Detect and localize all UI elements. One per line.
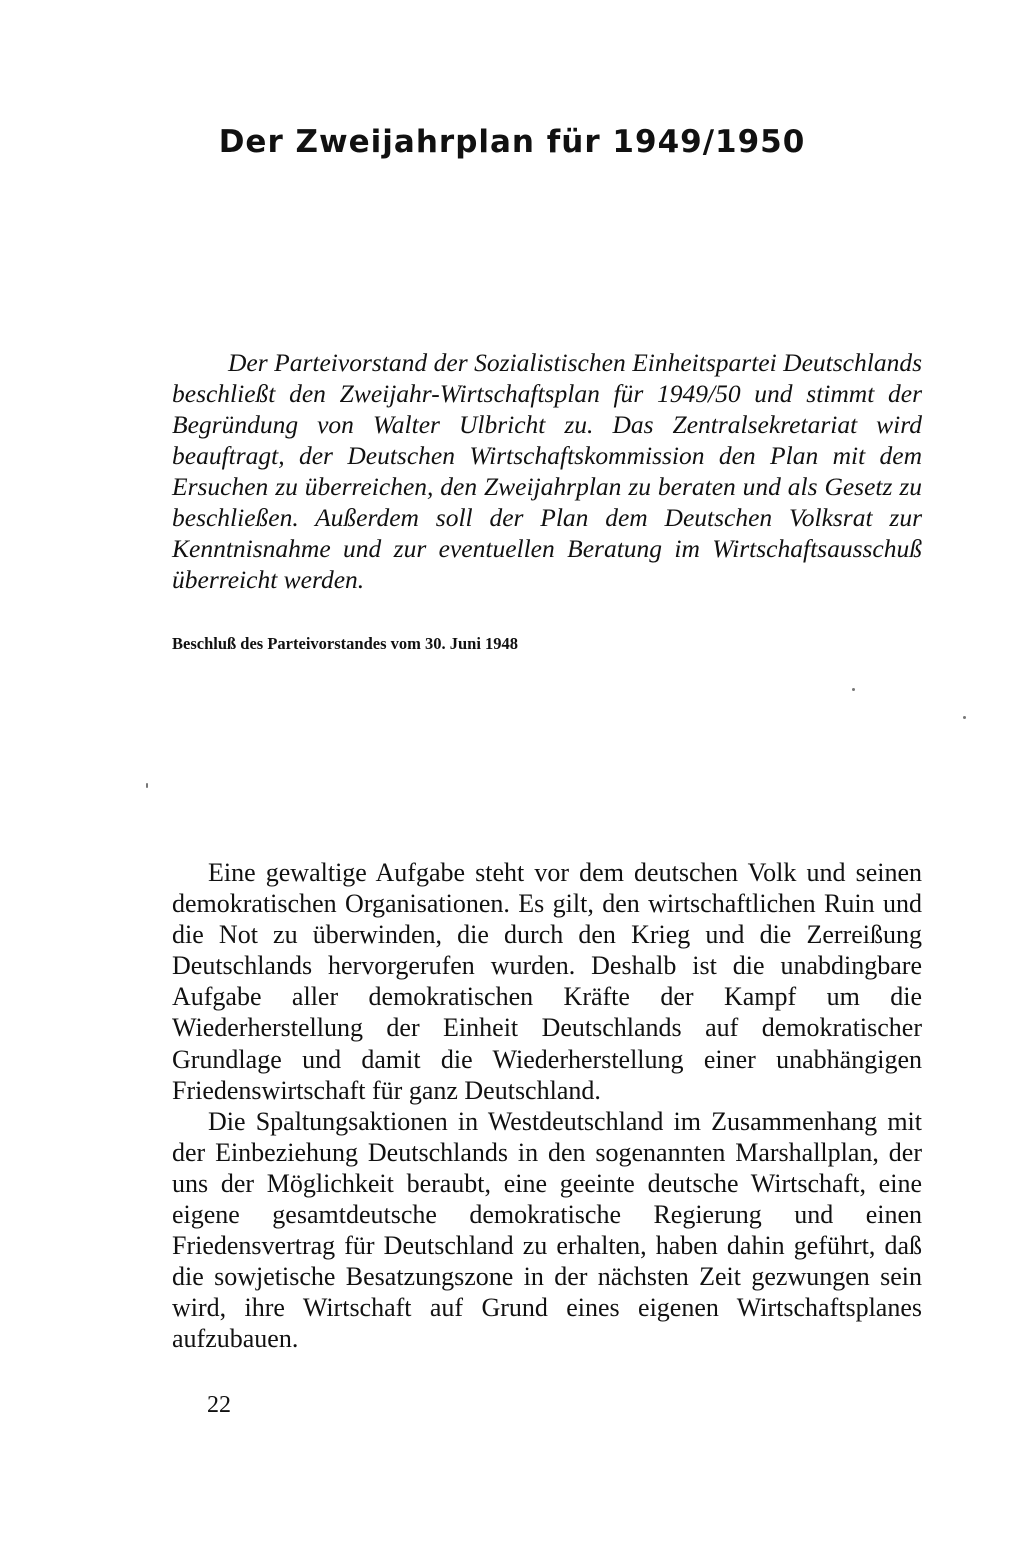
body-paragraph-2: Die Spaltungsaktionen in Westdeutschland im Zusammenhang mit der Einbeziehung Deutschlands in den sogenannten Marshallplan, der uns der Möglichkeit beraubt, eine geeinte deutsche Wirtschaft, eine eigene gesamtdeutsche demokratische Regierung und einen Friedensvertrag für Deutschland zu erhalten, haben dahin geführt, daß die sowjetische Besatzungszone in der nächsten Zeit gezwungen sein wird, ihre Wirtschaft auf Grund eines eigenen Wirtschaftsplanes aufzubauen. [172, 1106, 922, 1354]
scan-speck [963, 716, 966, 719]
page-title: Der Zweijahrplan für 1949/1950 [218, 124, 806, 160]
page-number: 22 [207, 1392, 231, 1418]
scan-speck [852, 688, 855, 691]
scan-speck [146, 783, 148, 788]
resolution-intro-paragraph: Der Parteivorstand der Sozialistischen Einheitspartei Deutschlands beschließt den Zweijahr-Wirtschaftsplan für 1949/50 und stimmt der Begründung von Walter Ulbricht zu. Das Zentralsekretariat wird beauftragt, der Deutschen Wirtschaftskommission den Plan mit dem Ersuchen zu überreichen, den Zweijahrplan zu beraten und als Gesetz zu beschließen. Außerdem soll der Plan dem Deutschen Volksrat zur Kenntnisnahme und zur eventuellen Beratung im Wirtschaftsausschuß überreicht werden. [172, 348, 922, 594]
body-paragraph-1: Eine gewaltige Aufgabe steht vor dem deutschen Volk und seinen demokratischen Organisationen. Es gilt, den wirtschaftlichen Ruin und die Not zu überwinden, die durch den Krieg und die Zerreißung Deutschlands hervorgerufen wurden. Deshalb ist die unabdingbare Aufgabe aller demokratischen Kräfte der Kampf um die Wiederherstellung der Einheit Deutschlands auf demokratischer Grundlage und damit die Wiederherstellung einer unabhängigen Friedenswirtschaft für ganz Deutschland. [172, 858, 922, 1105]
resolution-source-note: Beschluß des Parteivorstandes vom 30. Juni 1948 [172, 634, 519, 653]
body-text [172, 857, 922, 1355]
